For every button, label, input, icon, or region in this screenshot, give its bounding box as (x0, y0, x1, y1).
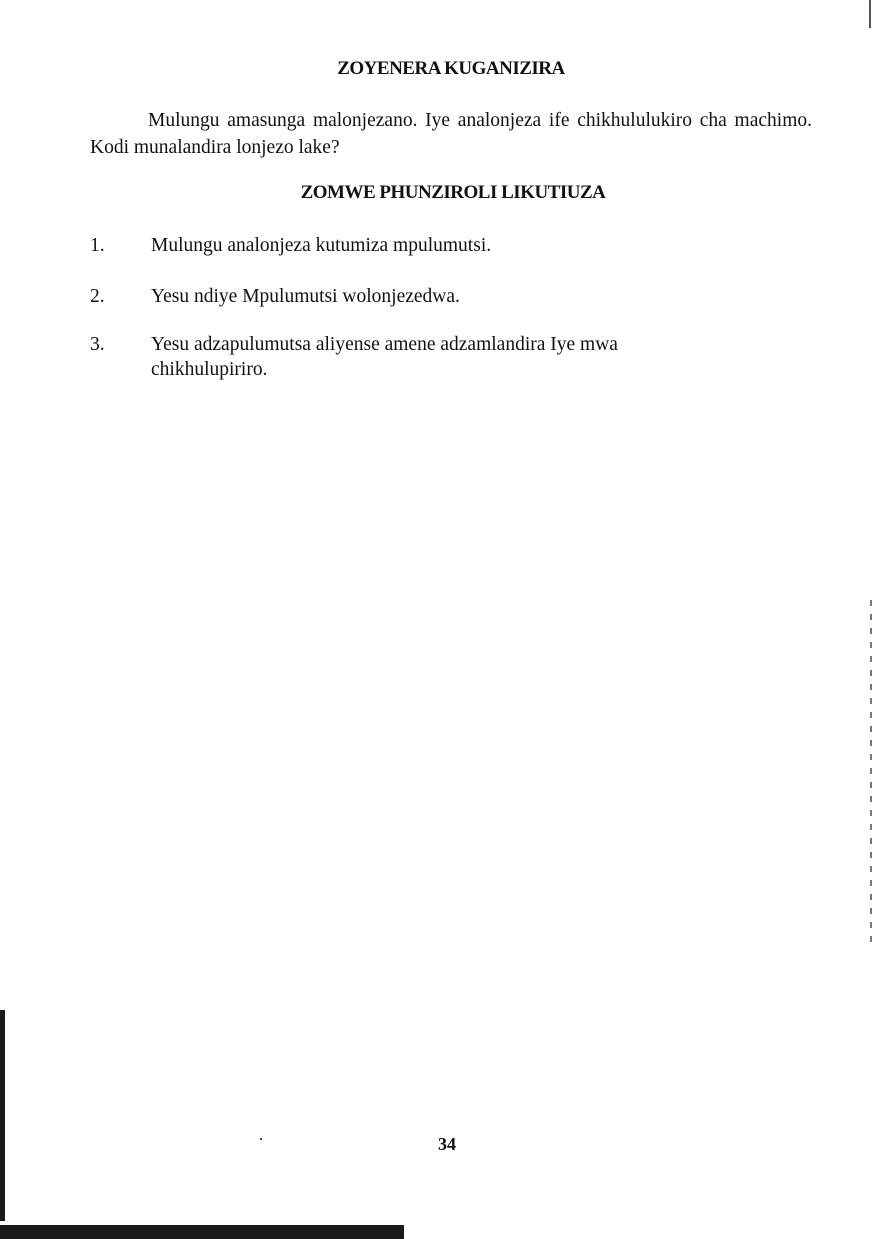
lesson-text: Mulungu analonjeza kutumiza mpulumutsi. (151, 235, 492, 256)
lesson-number: 1. (90, 235, 105, 256)
scan-speck (260, 1138, 262, 1140)
lesson-number: 3. (90, 334, 105, 355)
page-number: 34 (438, 1134, 456, 1154)
reflection-heading: ZOYENERA KUGANIZIRA (337, 58, 565, 79)
reflection-paragraph: Mulungu amasunga malonjezano. Iye analonjeza ife chikhululukiro cha machimo. Kodi munalandira lonjezo lake? (90, 110, 812, 158)
scan-edge-left (0, 1010, 5, 1239)
lesson-number: 2. (90, 286, 105, 307)
scan-edge-bottom (0, 1221, 404, 1239)
lesson-text: Yesu adzapulumutsa aliyense amene adzamlandira Iye mwa chikhulupiriro. (151, 334, 618, 380)
lessons-heading: ZOMWE PHUNZIROLI LIKUTIUZA (300, 182, 606, 203)
scan-mark-top-right (869, 0, 871, 28)
lesson-text: Yesu ndiye Mpulumutsi wolonjezedwa. (151, 286, 460, 307)
